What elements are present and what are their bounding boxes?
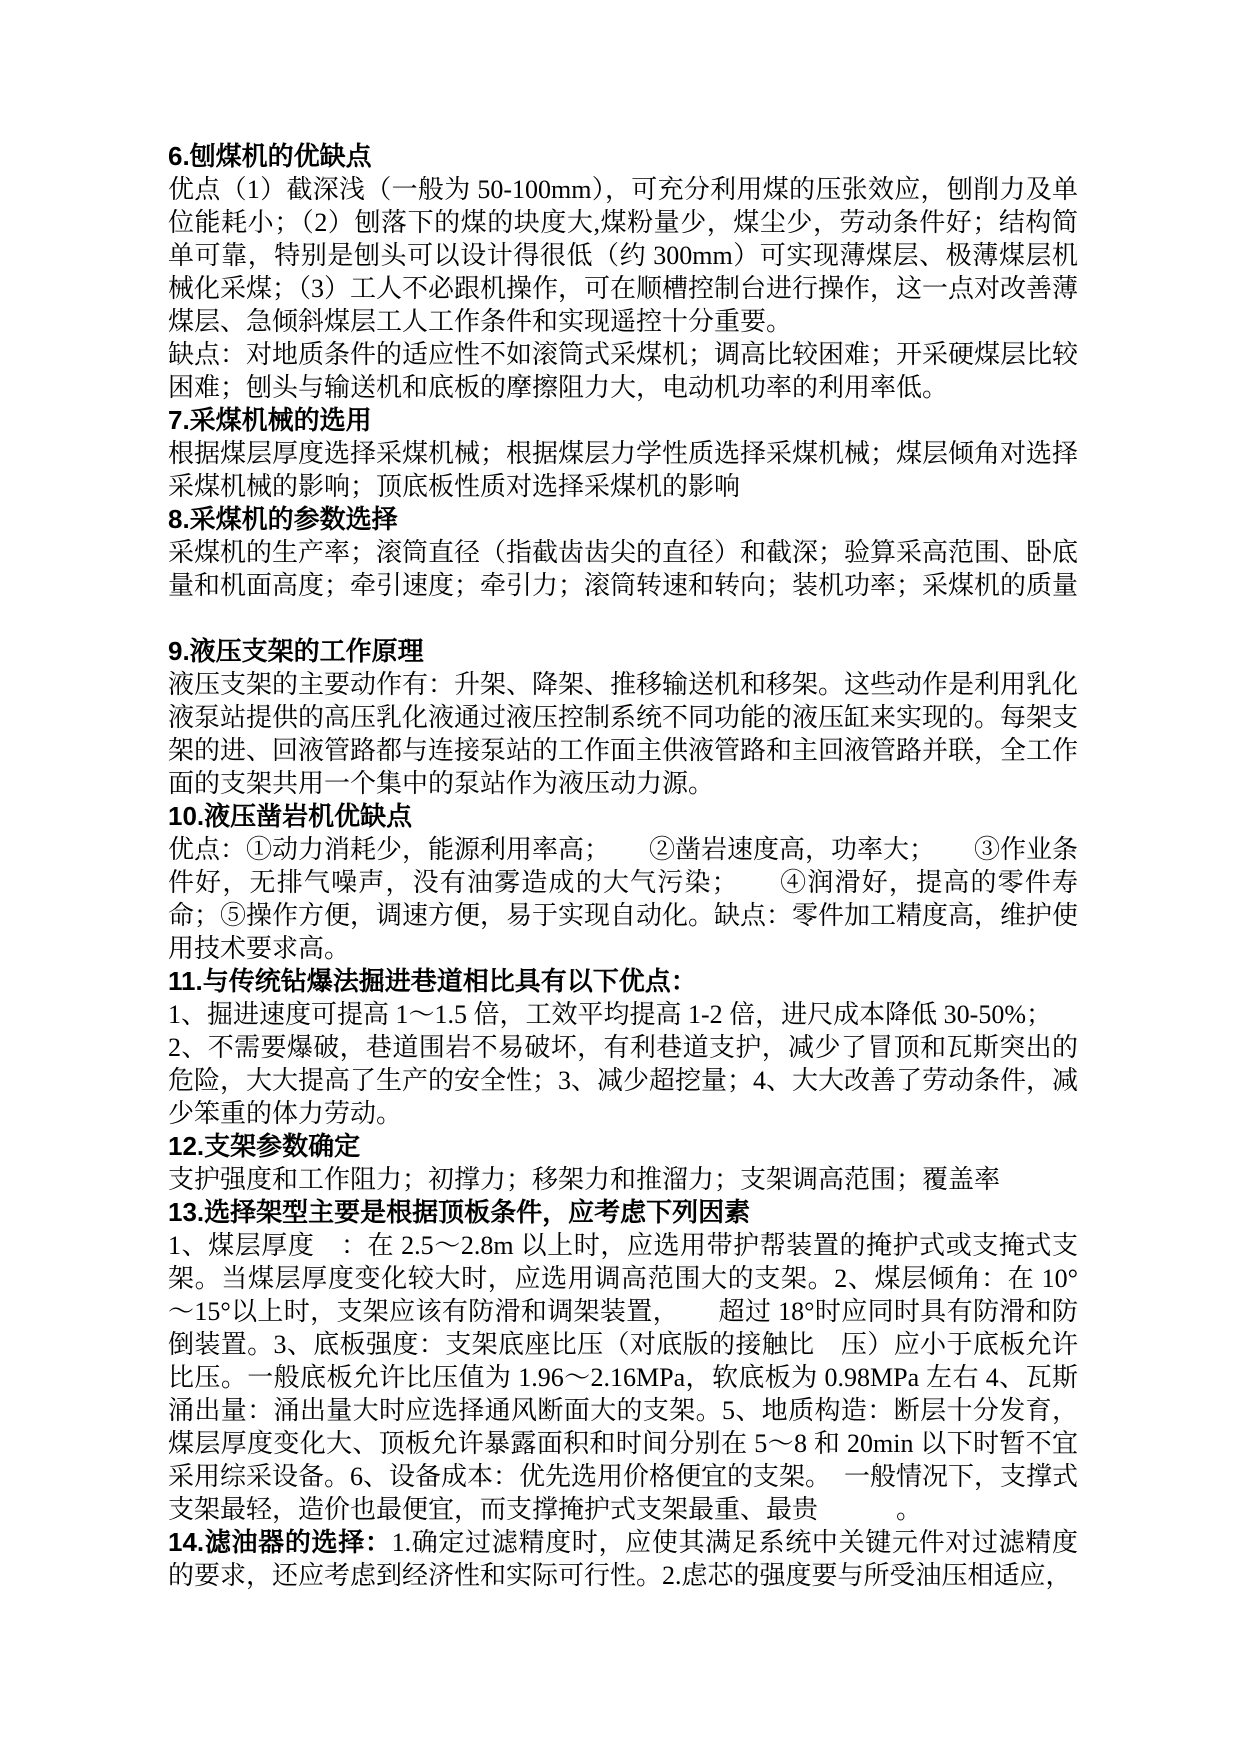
section-10-paragraph-1: 优点：①动力消耗少，能源利用率高； ②凿岩速度高，功率大； ③作业条件好，无排气噪声，没有油雾造成的大气污染； ④润滑好，提高的零件寿命；⑤操作方便，调速方便，易于实现自动化。缺点：零件加工精度高，维护使用技术要求高。 [168,835,1079,963]
section-heading-13: 13.选择架型主要是根据顶板条件，应考虑下列因素 [168,1197,751,1227]
section-heading-12: 12.支架参数确定 [168,1131,361,1161]
section-13-paragraph-1: 1、煤层厚度 ：在 2.5～2.8m 以上时，应选用带护帮装置的掩护式或支掩式支架。当煤层厚度变化较大时，应选用调高范围大的支架。2、煤层倾角：在 10°～15°以上时，支架应该有防滑和调架装置， 超过 18°时应同时具有防滑和防倒装置。3、底板强度：支架底座比压（对底版的接触比 压）应小于底板允许比压。一般底板允许比压值为 1.96～2.16MPa，软底板为 0.98MPa 左右 4、瓦斯涌出量：涌出量大时应选择通风断面大的支架。5、地质构造：断层十分发育，煤层厚度变化大、顶板允许暴露面积和时间分别在 5～8 和 20min 以下时暂不宜采用综采设备。6、设备成本：优先选用价格便宜的支架。 一般情况下，支撑式支架最轻，造价也最便宜，而支撑掩护式支架最重、最贵 。 [168,1231,1079,1524]
section-8-paragraph-1: 采煤机的生产率；滚筒直径（指截齿齿尖的直径）和截深；验算采高范围、卧底量和机面高度；牵引速度；牵引力；滚筒转速和转向；装机功率；采煤机的质量 [168,538,1079,600]
section-6-paragraph-2: 缺点：对地质条件的适应性不如滚筒式采煤机；调高比较困难；开采硬煤层比较困难；刨头与输送机和底板的摩擦阻力大，电动机功率的利用率低。 [168,340,1079,402]
section-11-paragraph-2: 2、不需要爆破，巷道围岩不易破坏，有利巷道支护，减少了冒顶和瓦斯突出的危险，大大提高了生产的安全性；3、减少超挖量；4、大大改善了劳动条件，减少笨重的体力劳动。 [168,1033,1079,1128]
section-11-paragraph-1: 1、掘进速度可提高 1～1.5 倍，工效平均提高 1-2 倍，进尺成本降低 30-50%； [168,1000,1052,1029]
section-heading-7: 7.采煤机械的选用 [168,405,372,435]
section-14-text: 1.确定过滤精度时，应使其满足系统中关键元件对过滤精度的要求，还应考虑到经济性和实际可行性。2.虑芯的强度要与所受油压相适应， [168,1528,1078,1590]
document-content [168,140,1078,1592]
section-heading-9: 9.液压支架的工作原理 [168,636,424,666]
section-14-paragraph [168,1526,1078,1592]
section-7-paragraph-1: 根据煤层厚度选择采煤机械；根据煤层力学性质选择采煤机械；煤层倾角对选择采煤机械的影响；顶底板性质对选择采煤机的影响 [168,439,1079,501]
blank-line [168,602,1078,635]
section-heading-11: 11.与传统钻爆法掘进巷道相比具有以下优点： [168,966,697,996]
section-heading-8: 8.采煤机的参数选择 [168,504,398,534]
section-9-paragraph-1: 液压支架的主要动作有：升架、降架、推移输送机和移架。这些动作是利用乳化液泵站提供的高压乳化液通过液压控制系统不同功能的液压缸来实现的。每架支架的进、回液管路都与连接泵站的工作面主供液管路和主回液管路并联，全工作面的支架共用一个集中的泵站作为液压动力源。 [168,670,1079,798]
section-heading-6: 6.刨煤机的优缺点 [168,141,372,171]
section-12-paragraph-1: 支护强度和工作阻力；初撑力；移架力和推溜力；支架调高范围；覆盖率 [168,1165,1001,1194]
section-6-paragraph-1: 优点（1）截深浅（一般为 50-100mm），可充分利用煤的压张效应，刨削力及单位能耗小；（2）刨落下的煤的块度大,煤粉量少，煤尘少，劳动条件好；结构简单可靠，特别是刨头可以设计得很低（约 300mm）可实现薄煤层、极薄煤层机械化采煤；（3）工人不必跟机操作，可在顺槽控制台进行操作，这一点对改善薄煤层、急倾斜煤层工人工作条件和实现遥控十分重要。 [168,175,1079,336]
section-heading-14: 14.滤油器的选择： [168,1527,392,1557]
section-heading-10: 10.液压凿岩机优缺点 [168,801,413,831]
